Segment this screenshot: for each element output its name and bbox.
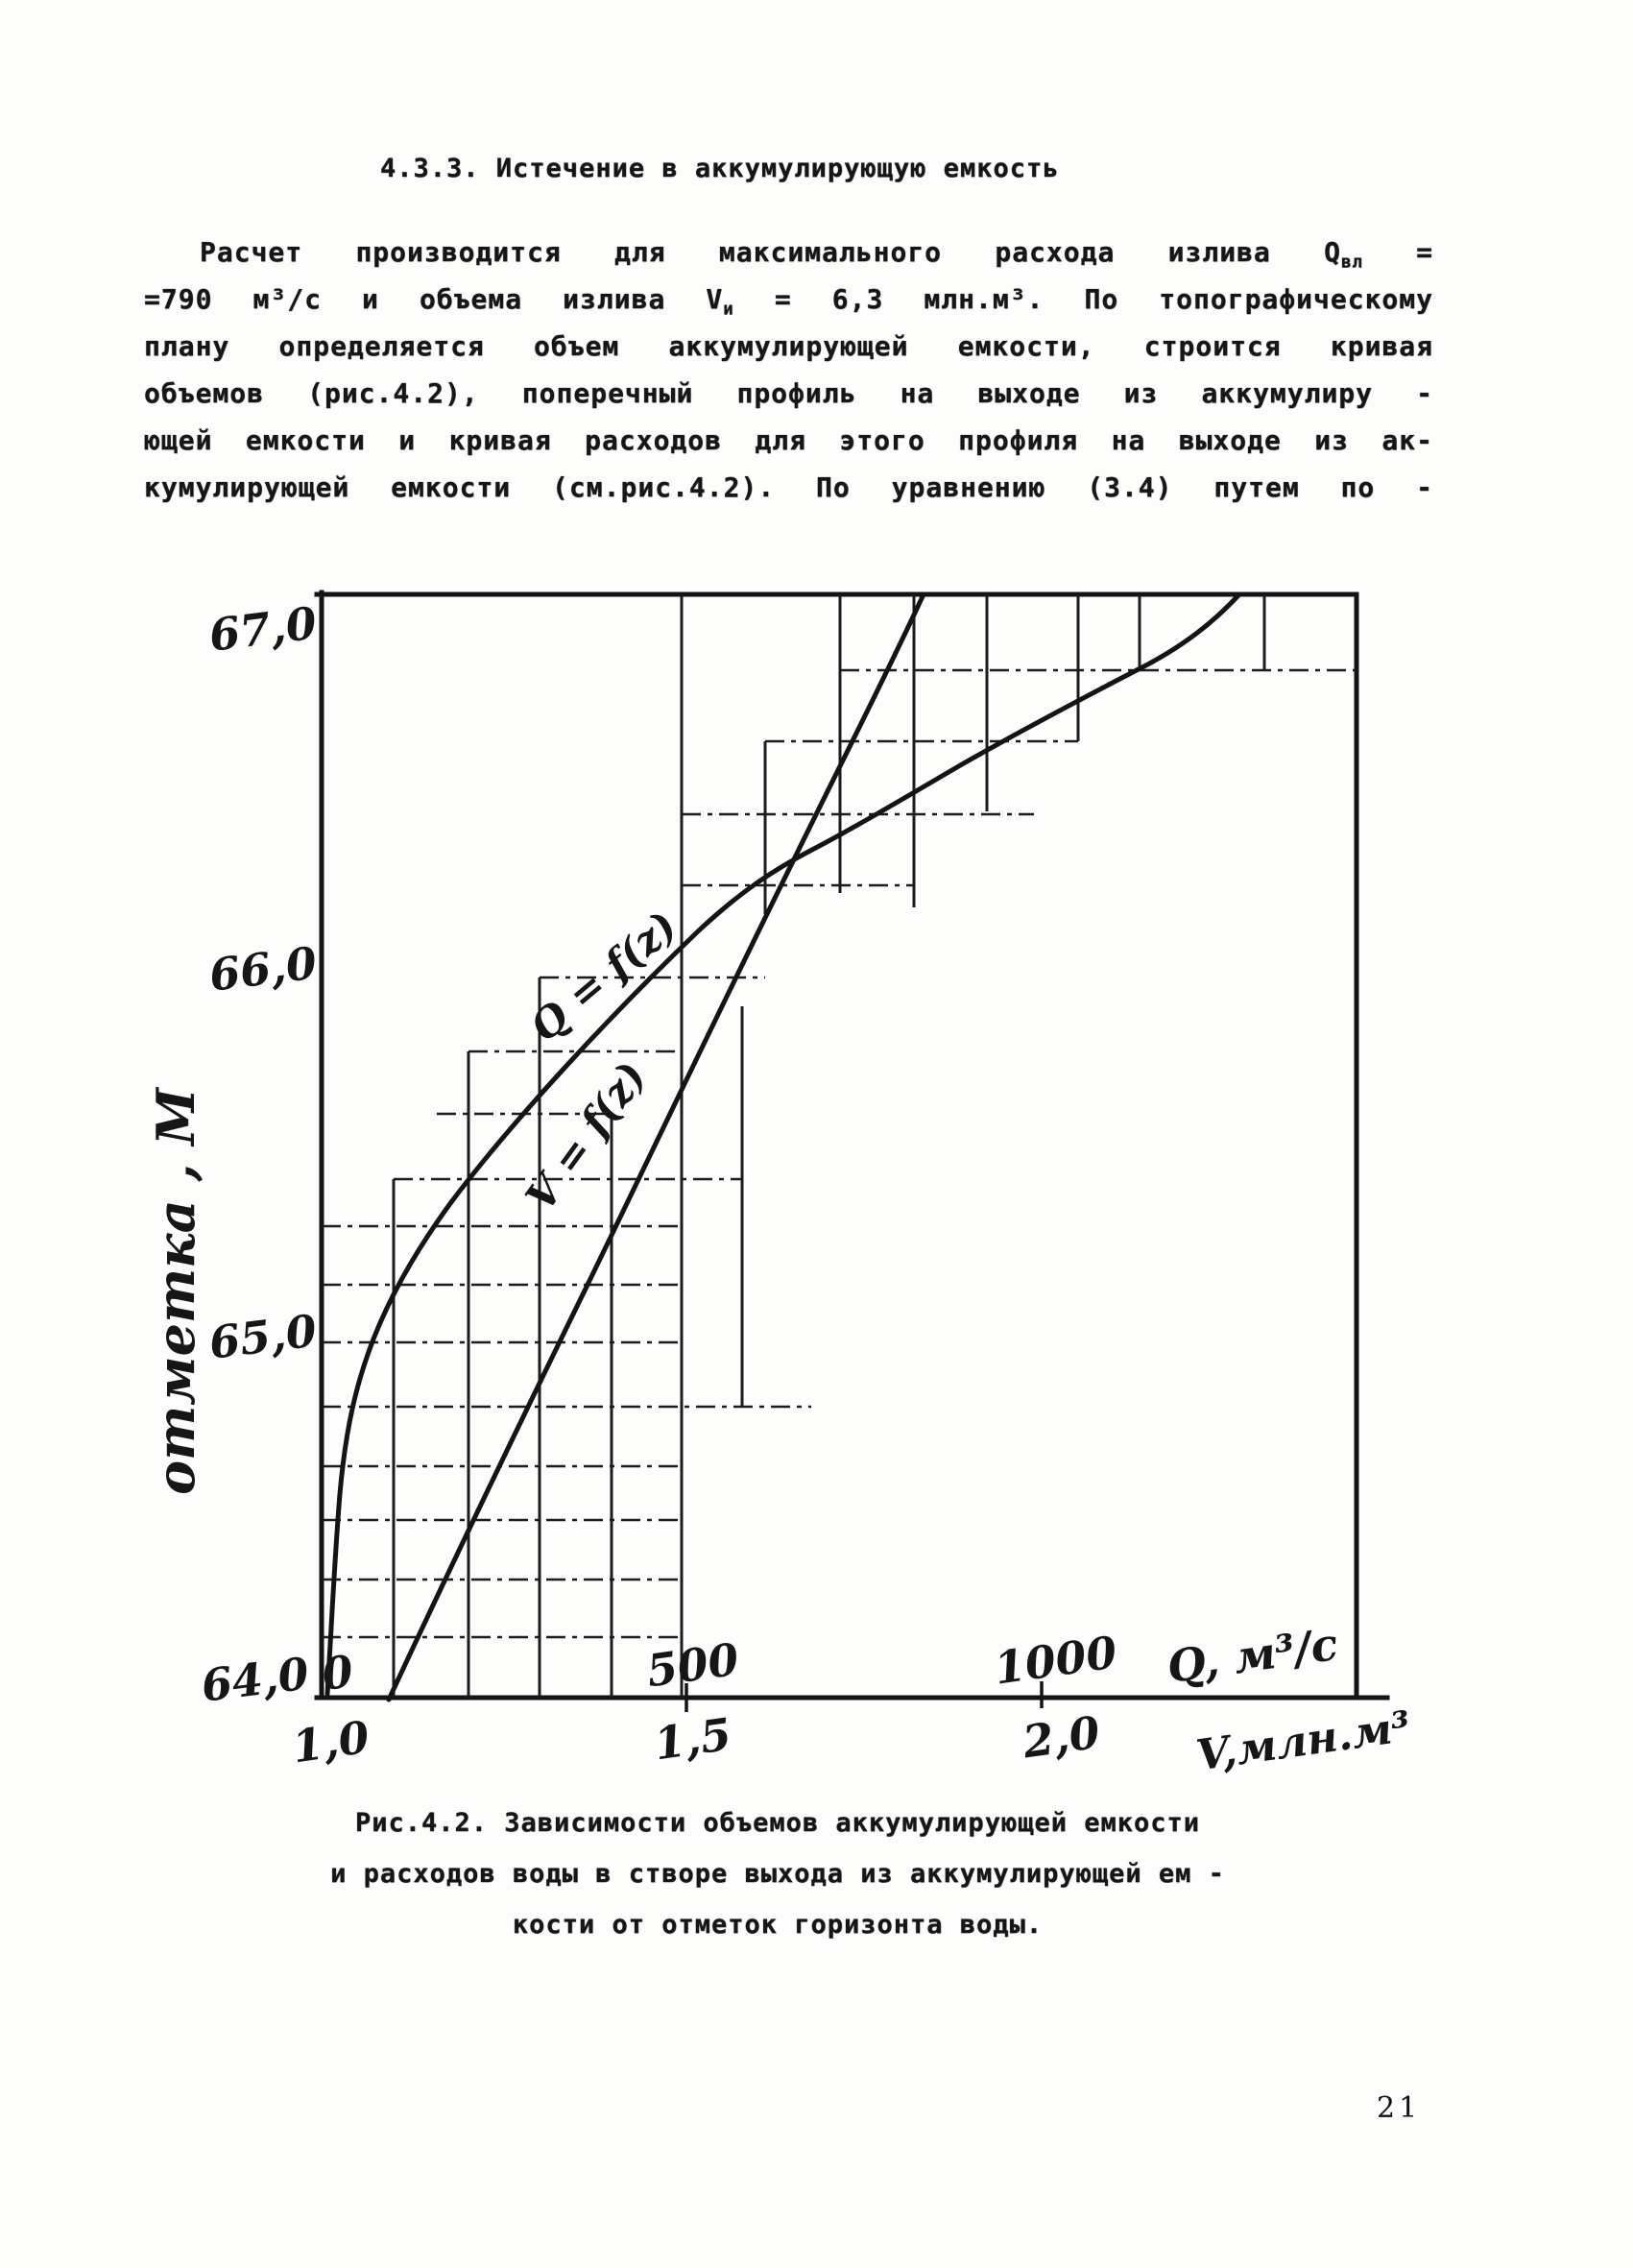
q-axis-unit: Q, м³/с [1164, 1617, 1341, 1694]
figure-caption [163, 1798, 1392, 1950]
paragraph-line: Расчет производится для максимального расхода излива $Q_{вл}$ = [200, 236, 1433, 273]
v-tick-1-0: 1,0 [289, 1710, 372, 1773]
y-tick-65: 65,0 [205, 1304, 320, 1369]
curve-label-v: V = f(z) [516, 1052, 656, 1220]
q-axis-labels [319, 1618, 1341, 1701]
paragraph-line: объемов (рис.4.2), поперечный профиль на выходе из аккумулиру - [144, 377, 1433, 409]
y-axis-title: отметка , М [145, 1088, 206, 1495]
paragraph-line: кумулирующей емкости (см.рис.4.2). По уравнению (3.4) путем по - [144, 471, 1433, 503]
paragraph-line: ющей емкости и кривая расходов для этого профиля на выходе из ак- [144, 424, 1433, 456]
chart-axes [317, 592, 1387, 1698]
y-tick-67: 67,0 [205, 596, 320, 662]
section-heading: 4.3.3. Истечение в аккумулирующую емкость [380, 154, 1060, 183]
y-tick-66: 66,0 [206, 936, 320, 1001]
q-tick-1000: 1000 [991, 1626, 1120, 1695]
v-tick-2-0: 2,0 [1020, 1705, 1103, 1769]
caption-line-3: кости от отметок горизонта воды. [512, 1910, 1044, 1940]
y-axis-tick-labels [199, 597, 320, 1712]
curve-q-of-z [327, 595, 1238, 1694]
paragraph-line: =790 м³/с и объема излива $V_и = 6,3$ млн.м³. По топографическому [144, 283, 1434, 320]
v-axis-unit: V,млн.м³ [1193, 1701, 1414, 1781]
curve-label-q: Q = f(z) [520, 902, 686, 1051]
paragraph-line: плану определяется объем аккумулирующей емкости, строится кривая [144, 330, 1433, 362]
caption-line-2: и расходов воды в створе выхода из аккумулирующей ем - [330, 1859, 1225, 1889]
construction-lines [322, 594, 1357, 1712]
v-tick-1-5: 1,5 [651, 1707, 734, 1771]
q-tick-0: 0 [318, 1645, 357, 1701]
y-tick-64: 64,0 [198, 1647, 312, 1712]
caption-line-1: Рис.4.2. Зависимости объемов аккумулирующей емкости [354, 1808, 1201, 1838]
v-axis-labels [289, 1702, 1413, 1781]
curves [327, 594, 1238, 1700]
q-tick-500: 500 [643, 1632, 742, 1698]
page-number: 21 [1377, 2091, 1422, 2125]
